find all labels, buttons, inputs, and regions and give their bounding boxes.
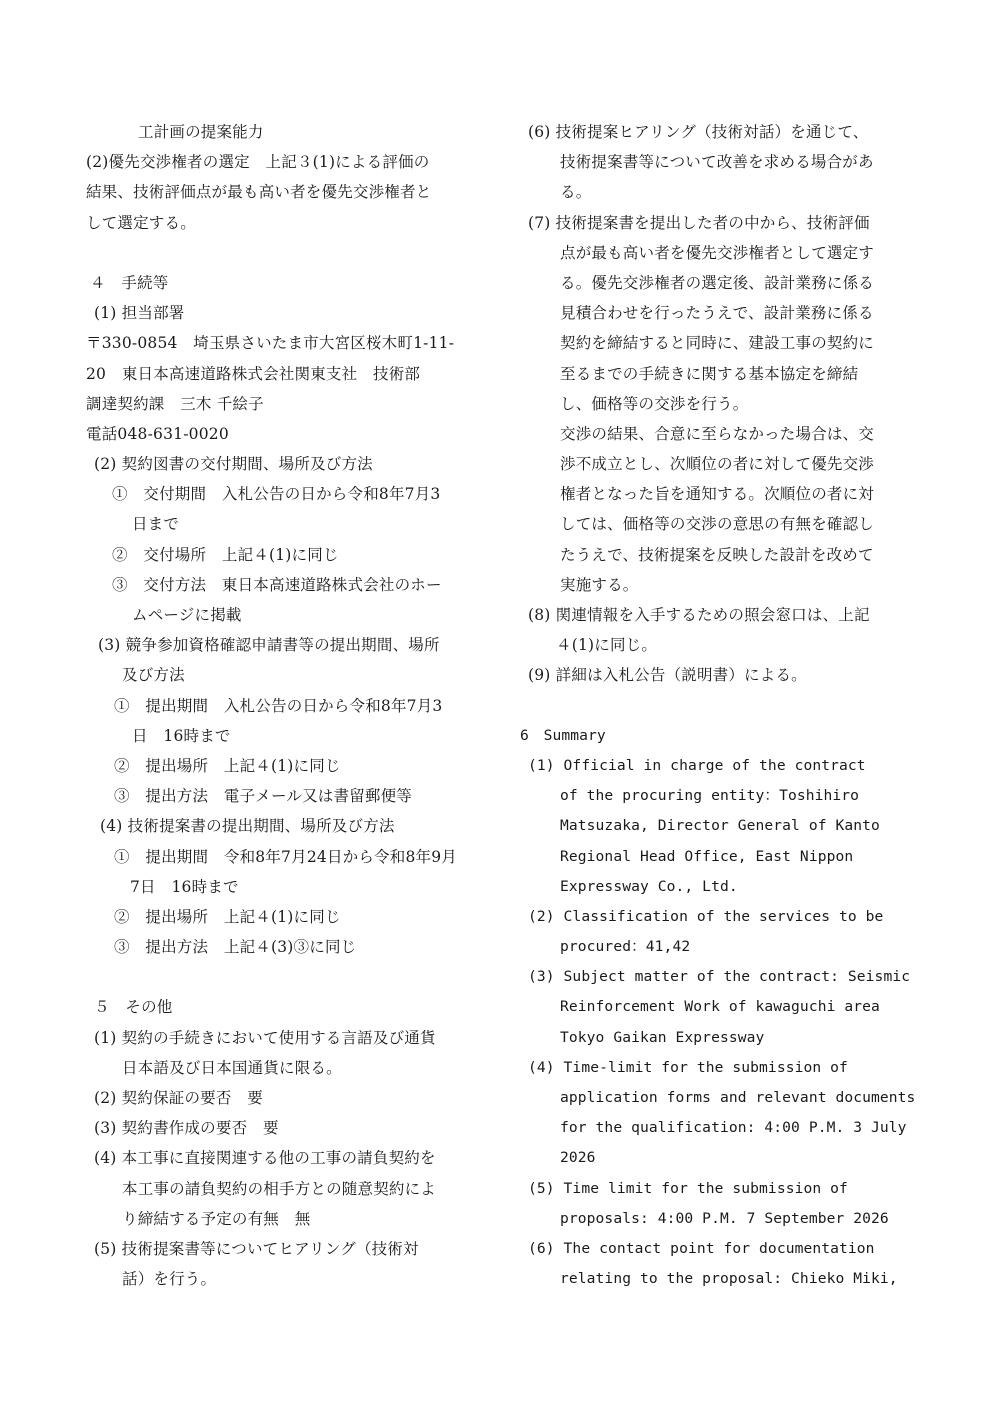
text-line: Expressway Co., Ltd. — [560, 877, 738, 895]
text-line: (1) 契約の手続きにおいて使用する言語及び通貨 — [94, 1028, 436, 1047]
text-line: 20 東日本高速道路株式会社関東支社 技術部 — [86, 364, 421, 383]
text-line: (9) 詳細は入札公告（説明書）による。 — [528, 666, 807, 685]
text-line: 日本語及び日本国通貨に限る。 — [122, 1058, 342, 1077]
text-line: り締結する予定の有無 無 — [122, 1209, 311, 1228]
text-line: (2) Classification of the services to be — [528, 907, 884, 925]
text-line: しては、価格等の交渉の意思の有無を確認し — [560, 515, 875, 534]
text-line: る。優先交渉権者の選定後、設計業務に係る — [560, 273, 875, 292]
text-line: (5) 技術提案書等についてヒアリング（技術対 — [94, 1239, 419, 1258]
text-line: Matsuzaka, Director General of Kanto — [560, 817, 880, 835]
text-line: 権者となった旨を通知する。次順位の者に対 — [560, 485, 875, 504]
text-line: して選定する。 — [86, 213, 196, 232]
text-line: ５ その他 — [94, 998, 173, 1017]
text-line: relating to the proposal: Chieko Miki, — [560, 1270, 898, 1288]
text-line: 見積合わせを行ったうえで、設計業務に係る — [560, 304, 874, 323]
text-line: (1) Official in charge of the contract — [528, 756, 866, 774]
text-line: 及び方法 — [122, 666, 185, 685]
blank-line — [520, 691, 920, 721]
text-line: し、価格等の交渉を行う。 — [560, 394, 749, 413]
blank-line — [86, 238, 486, 268]
text-line: (4) Time-limit for the submission of — [528, 1058, 848, 1076]
text-line: 本工事の請負契約の相手方との随意契約によ — [122, 1179, 437, 1198]
text-line: (3) 契約書作成の要否 要 — [94, 1119, 279, 1138]
text-line: (7) 技術提案書を提出した者の中から、技術評価 — [528, 213, 870, 232]
text-line: ② 提出場所 上記４(1)に同じ — [114, 907, 341, 926]
left-column — [86, 117, 486, 1294]
text-line: る。 — [560, 183, 592, 202]
text-line: (3) 競争参加資格確認申請書等の提出期間、場所 — [98, 636, 440, 655]
text-line: ① 提出期間 令和8年7月24日から令和8年9月 — [114, 847, 457, 866]
text-line: 交渉の結果、合意に至らなかった場合は、交 — [560, 424, 875, 443]
text-line: 日 16時まで — [132, 726, 231, 745]
text-line: 契約を締結すると同時に、建設工事の契約に — [560, 334, 875, 353]
text-line: 工計画の提案能力 — [138, 123, 264, 141]
text-line: procured：41,42 — [560, 938, 691, 956]
text-line: (2) 契約図書の交付期間、場所及び方法 — [94, 455, 373, 474]
text-line: 2026 — [560, 1149, 596, 1167]
text-line: (4) 本工事に直接関連する他の工事の請負契約を — [94, 1149, 436, 1168]
text-line: ③ 提出方法 上記４(3)③に同じ — [114, 938, 357, 957]
text-line: 電話048-631-0020 — [86, 424, 229, 443]
text-line: (1) 担当部署 — [94, 304, 185, 323]
text-line: ４(1)に同じ。 — [556, 636, 658, 655]
text-line: (8) 関連情報を入手するための照会窓口は、上記 — [528, 606, 870, 624]
text-line: proposals: 4:00 P.M. 7 September 2026 — [560, 1209, 889, 1227]
text-line: Reinforcement Work of kawaguchi area — [560, 998, 880, 1016]
text-line: (5) Time limit for the submission of — [528, 1179, 848, 1197]
text-line: (4) 技術提案書の提出期間、場所及び方法 — [100, 817, 395, 836]
text-line: 実施する。 — [560, 575, 639, 594]
text-line: 渉不成立とし、次順位の者に対して優先交渉 — [560, 455, 875, 474]
text-line: Tokyo Gaikan Expressway — [560, 1028, 765, 1046]
text-line: 7日 16時まで — [130, 877, 239, 896]
text-line: ② 交付場所 上記４(1)に同じ — [112, 545, 339, 564]
text-line: 6 Summary — [520, 726, 606, 744]
text-line: 〒330-0854 埼玉県さいたま市大宮区桜木町1-11- — [86, 334, 455, 353]
text-line: ４ 手続等 — [90, 273, 169, 292]
text-line: for the qualification: 4:00 P.M. 3 July — [560, 1119, 907, 1137]
text-line: (2) 契約保証の要否 要 — [94, 1089, 263, 1107]
blank-line — [86, 962, 486, 992]
text-line: ① 交付期間 入札公告の日から令和8年7月3 — [112, 485, 441, 504]
text-line: Regional Head Office, East Nippon — [560, 847, 854, 865]
text-line: (6) The contact point for documentation — [528, 1239, 875, 1257]
text-line: ② 提出場所 上記４(1)に同じ — [114, 756, 341, 775]
text-line: (2)優先交渉権者の選定 上記３(1)による評価の — [86, 153, 430, 172]
text-line: 日まで — [132, 515, 180, 534]
text-line: 結果、技術評価点が最も高い者を優先交渉権者と — [86, 183, 432, 202]
text-line: (6) 技術提案ヒアリング（技術対話）を通じて、 — [528, 123, 869, 141]
text-line: 調達契約課 三木 千絵子 — [86, 394, 264, 413]
text-line: 話）を行う。 — [122, 1270, 217, 1289]
text-line: ③ 提出方法 電子メール又は書留郵便等 — [114, 787, 412, 806]
text-line: application forms and relevant documents — [560, 1089, 916, 1106]
text-line: 至るまでの手続きに関する基本協定を締結 — [560, 364, 859, 383]
text-line: 技術提案書等について改善を求める場合があ — [560, 153, 874, 172]
text-line: ① 提出期間 入札公告の日から令和8年7月3 — [114, 696, 443, 715]
text-line: of the procuring entity：Toshihiro — [560, 787, 860, 805]
text-line: ③ 交付方法 東日本高速道路株式会社のホー — [112, 575, 442, 594]
text-line: たうえで、技術提案を反映した設計を改めて — [560, 545, 874, 564]
text-line: (3) Subject matter of the contract: Seismic — [528, 968, 911, 986]
text-line: ムページに掲載 — [132, 606, 242, 624]
right-column — [520, 117, 920, 1294]
text-line: 点が最も高い者を優先交渉権者として選定す — [560, 243, 875, 262]
